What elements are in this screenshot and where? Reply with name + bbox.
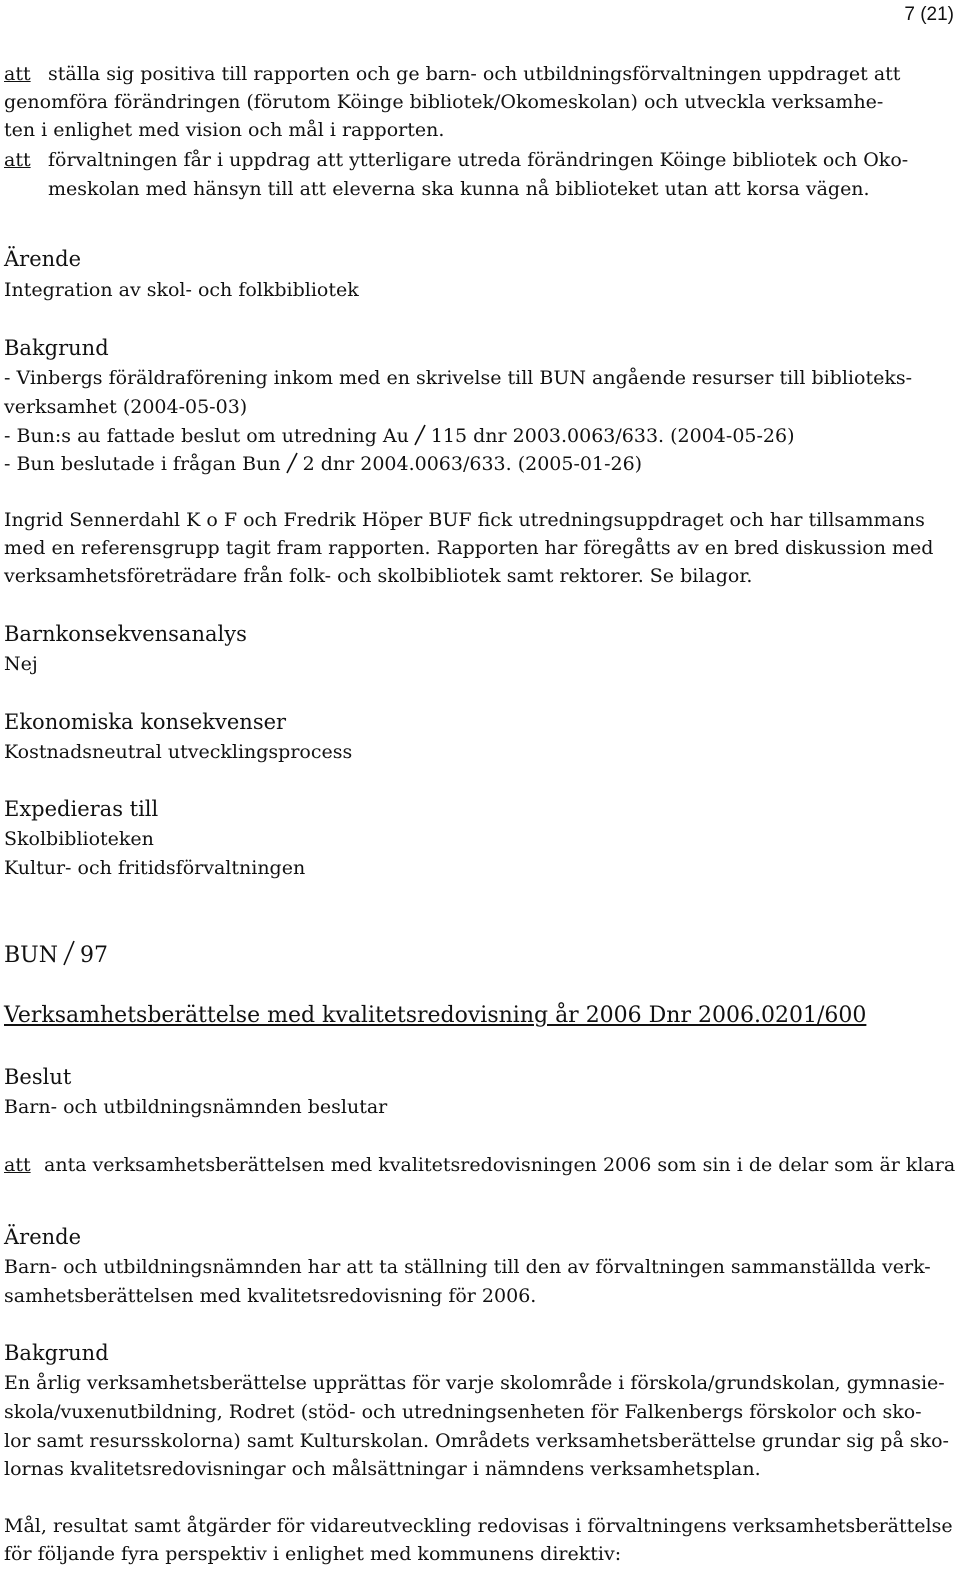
section-heading-arende-2: Ärende	[4, 1225, 82, 1249]
section-heading-bakgrund: Bakgrund	[4, 336, 109, 360]
att-item-1-line-2: genomföra förändringen (förutom Köinge bibliotek/Okomeskolan) och utveckla verksamhe-	[4, 91, 884, 113]
arende-2-line-2: samhetsberättelsen med kvalitetsredovisning för 2006.	[4, 1285, 537, 1307]
paragraph-pre: BUN	[4, 943, 58, 968]
section-heading-beslut: Beslut	[4, 1065, 72, 1089]
bakgrund-para-line-1: Ingrid Sennerdahl K o F och Fredrik Höper BUF fick utredningsuppdraget och har tillsammans	[4, 509, 925, 531]
expedieras-line-1: Skolbiblioteken	[4, 828, 154, 850]
bakgrund-line-2: verksamhet (2004-05-03)	[4, 396, 248, 418]
expedieras-line-2: Kultur- och fritidsförvaltningen	[4, 857, 306, 879]
bakgrund-bun-post: 2 dnr 2004.0063/633. (2005-01-26)	[302, 453, 643, 475]
bakgrund-2-line-4: lornas kvalitetsredovisningar och målsättningar i nämndens verksamhetsplan.	[4, 1458, 761, 1480]
section-heading-arende: Ärende	[4, 247, 82, 271]
beslut-text: Barn- och utbildningsnämnden beslutar	[4, 1096, 388, 1118]
bakgrund-au-post: 115 dnr 2003.0063/633. (2004-05-26)	[430, 425, 795, 447]
arende-2-line-1: Barn- och utbildningsnämnden har att ta ställning till den av förvaltningen sammanställda verk-	[4, 1256, 931, 1278]
bakgrund-au-pre: - Bun:s au fattade beslut om utredning Au	[4, 425, 409, 447]
bakgrund-para-line-2: med en referensgrupp tagit fram rapporten. Rapporten har föregåtts av en bred diskussion med	[4, 537, 934, 559]
paragraph-mark-icon	[285, 452, 299, 474]
bakgrund-2-para-line-2: för följande fyra perspektiv i enlighet med kommunens direktiv:	[4, 1543, 622, 1565]
page-number: 7 (21)	[904, 4, 954, 25]
beslut-att-text: anta verksamhetsberättelsen med kvalitetsredovisningen 2006 som sin i de delar som är klara	[44, 1154, 956, 1176]
att-item-1-line-1: ställa sig positiva till rapporten och ge barn- och utbildningsförvaltningen uppdraget att	[48, 63, 901, 85]
att-item-1-line-3: ten i enlighet med vision och mål i rapporten.	[4, 119, 445, 141]
bakgrund-2-para-line-1: Mål, resultat samt åtgärder för vidareutveckling redovisas i förvaltningens verksamhetsberättelse	[4, 1515, 953, 1537]
section-heading-bakgrund-2: Bakgrund	[4, 1341, 109, 1365]
section-heading-ekonomiska: Ekonomiska konsekvenser	[4, 710, 287, 734]
bakgrund-2-line-3: lor samt resursskolorna) samt Kulturskolan. Områdets verksamhetsberättelse grundar sig på sko-	[4, 1430, 949, 1452]
section-heading-expedieras: Expedieras till	[4, 797, 159, 821]
att-item-2-line-1: förvaltningen får i uppdrag att ytterligare utreda förändringen Köinge bibliotek och Oko-	[48, 149, 909, 171]
bakgrund-para-line-3: verksamhetsföreträdare från folk- och skolbibliotek samt rektorer. Se bilagor.	[4, 565, 753, 587]
paragraph-number	[4, 940, 108, 971]
barnkonsekvensanalys-text: Nej	[4, 653, 38, 675]
paragraph-post: 97	[79, 943, 108, 968]
paragraph-mark-icon	[413, 424, 427, 446]
bakgrund-au-line	[4, 422, 795, 450]
att-label: att	[4, 1154, 31, 1176]
section-heading-barnkonsekvensanalys: Barnkonsekvensanalys	[4, 622, 247, 646]
bakgrund-2-line-1: En årlig verksamhetsberättelse upprättas för varje skolområde i förskola/grundskolan, gymnasie-	[4, 1372, 945, 1394]
arende-text: Integration av skol- och folkbibliotek	[4, 279, 359, 301]
bakgrund-line-1: - Vinbergs föräldraförening inkom med en skrivelse till BUN angående resurser till biblioteks-	[4, 367, 913, 389]
bakgrund-2-line-2: skola/vuxenutbildning, Rodret (stöd- och utredningsenheten för Falkenbergs förskolor och sko-	[4, 1401, 922, 1423]
att-label: att	[4, 149, 31, 171]
ekonomiska-text: Kostnadsneutral utvecklingsprocess	[4, 741, 353, 763]
item-title: Verksamhetsberättelse med kvalitetsredovisning år 2006 Dnr 2006.0201/600	[4, 1003, 867, 1028]
att-label: att	[4, 63, 31, 85]
bakgrund-bun-pre: - Bun beslutade i frågan Bun	[4, 453, 281, 475]
bakgrund-bun-line	[4, 450, 642, 478]
att-item-2-line-2: meskolan med hänsyn till att eleverna ska kunna nå biblioteket utan att korsa vägen.	[48, 178, 870, 200]
paragraph-mark-icon	[62, 940, 76, 966]
